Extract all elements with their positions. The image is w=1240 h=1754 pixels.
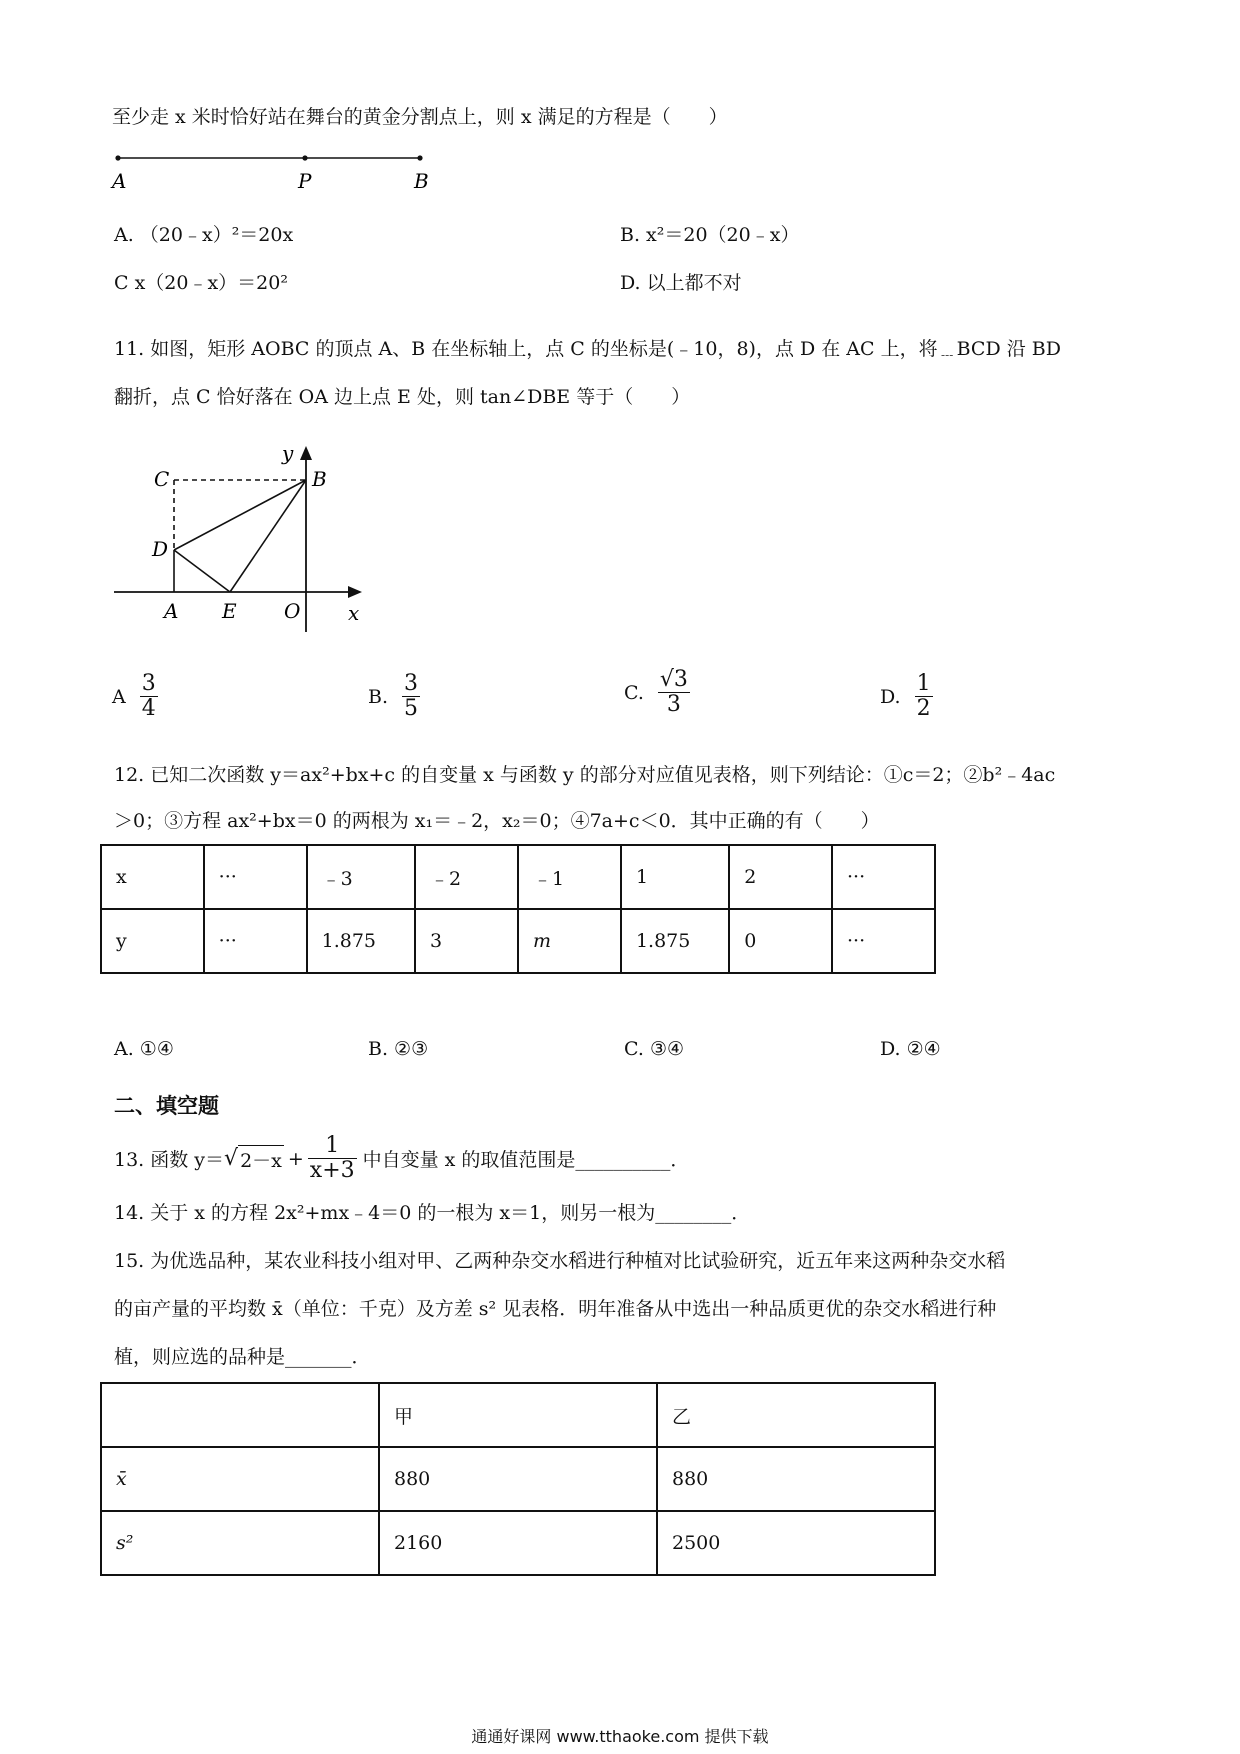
table-cell: 1 [621,845,729,909]
q15-line3: 植，则应选的品种是_______． [114,1346,371,1368]
x-axis-arrow [348,586,362,598]
table-cell: 2500 [657,1511,935,1575]
q11-stem-line1: 11. 如图，矩形 AOBC 的顶点 A、B 在坐标轴上，点 C 的坐标是(﹣10，8)，点 D 在 AC 上，将﹍BCD 沿 BD [114,338,1061,360]
fraction-denominator: 2 [916,696,931,721]
q11-option-c-fraction [658,668,690,717]
q13-line [114,1134,689,1183]
table-cell: ﹣3 [307,845,415,909]
table-cell: ﹣2 [415,845,518,909]
table-row [101,1511,935,1575]
fraction-denominator: 3 [666,692,681,717]
q15-line1: 15. 为优选品种，某农业科技小组对甲、乙两种杂交水稻进行种植对比试验研究，近五年来这两种杂交水稻 [114,1250,1006,1272]
table-cell: 甲 [379,1383,657,1447]
label-c: C [154,467,170,491]
segment-eb [230,480,306,592]
label-y: y [282,441,294,465]
q12-value-table [100,844,936,974]
table-cell: 乙 [657,1383,935,1447]
fraction-denominator: x+3 [309,1158,355,1183]
table-cell: y [101,909,204,973]
table-cell: ··· [832,909,935,973]
q11-option-a [112,672,158,721]
table-row [101,845,935,909]
label-b: B [312,467,327,491]
segment-apb-figure [108,148,438,192]
label-e: E [222,599,237,623]
q11-option-b [368,672,420,721]
q12-option-c: C. ③④ [624,1038,685,1060]
segment-db [174,480,306,550]
q12-stem-line1: 12. 已知二次函数 y＝ax²+bx+c 的自变量 x 与函数 y 的部分对应值见表格，则下列结论：①c＝2；②b²﹣4ac [114,764,1056,786]
q13-fraction [308,1134,357,1183]
q10-option-b: B. x²＝20（20﹣x） [620,224,800,246]
section-heading-fill-in: 二、填空题 [114,1094,219,1118]
q13-plus: + [287,1147,304,1170]
table-cell: x [101,845,204,909]
q11-option-c-letter: C. [624,681,644,704]
q15-line2: 的亩产量的平均数 x̄（单位：千克）及方差 s² 见表格．明年准备从中选出一种品质更优的杂交水稻进行种 [114,1298,997,1320]
q11-option-b-letter: B. [368,685,389,708]
table-cell: ··· [204,845,307,909]
table-cell: 2160 [379,1511,657,1575]
table-cell: 0 [729,909,832,973]
q11-option-d-fraction [915,672,933,721]
q12-option-a: A. ①④ [114,1038,174,1060]
point-p [302,155,307,160]
fraction-numerator: 1 [325,1133,340,1158]
table-row [101,1447,935,1511]
q10-option-d: D. 以上都不对 [620,272,742,294]
q11-option-a-letter: A [112,685,126,708]
q11-option-c [624,668,690,717]
y-axis-arrow [300,446,312,460]
fraction-numerator: √3 [659,667,688,692]
q13-suffix: 中自变量 x 的取值范围是__________． [362,1149,690,1171]
table-row [101,909,935,973]
table-cell: m [518,909,621,973]
table-cell: s² [101,1511,379,1575]
label-x: x [348,601,360,625]
q12-stem-line2: ＞0；③方程 ax²+bx＝0 的两根为 x₁＝﹣2，x₂＝0；④7a+c＜0．其中正确的有（ ） [114,810,880,832]
q11-stem-line2: 翻折，点 C 恰好落在 OA 边上点 E 处，则 tan∠DBE 等于（ ） [114,386,691,408]
table-cell: 1.875 [307,909,415,973]
table-cell [101,1383,379,1447]
sqrt-symbol: √ [224,1146,239,1171]
label-d: D [152,537,169,561]
fraction-denominator: 5 [404,696,419,721]
page-footer: 通通好课网 www.tthaoke.com 提供下载 [471,1727,769,1746]
fraction-numerator: 3 [404,671,419,696]
label-a: A [164,599,179,623]
table-cell: 880 [657,1447,935,1511]
q10-option-a: A. （20﹣x）²＝20x [114,224,294,246]
table-cell: x̄ [101,1447,379,1511]
fraction-numerator: 1 [916,671,931,696]
q11-option-d-letter: D. [880,685,901,708]
q11-coordinate-figure [110,436,380,636]
table-cell: 2 [729,845,832,909]
q13-radicand: 2－x [238,1145,284,1173]
q11-option-d [880,672,933,721]
q10-stem-tail: 至少走 x 米时恰好站在舞台的黄金分割点上，则 x 满足的方程是（ ） [112,106,728,128]
table-cell: ··· [832,845,935,909]
q15-yield-table [100,1382,936,1576]
table-cell: ··· [204,909,307,973]
q12-option-d: D. ②④ [880,1038,941,1060]
segment-de [174,550,230,592]
fraction-denominator: 4 [141,696,156,721]
q11-option-b-fraction [402,672,420,721]
table-cell: 880 [379,1447,657,1511]
label-b: B [414,169,429,192]
q10-option-c: C x（20﹣x）＝20² [114,272,288,294]
fraction-numerator: 3 [141,671,156,696]
label-a: A [112,169,127,192]
q12-option-b: B. ②③ [368,1038,429,1060]
table-cell: ﹣1 [518,845,621,909]
q13-prefix: 13. 函数 y＝ [114,1149,225,1171]
point-b [417,155,422,160]
table-cell: 3 [415,909,518,973]
label-o: O [284,599,301,623]
point-a [115,155,120,160]
label-p: P [298,169,312,192]
q14-text: 14. 关于 x 的方程 2x²+mx﹣4＝0 的一根为 x＝1，则另一根为________． [114,1202,751,1224]
q11-option-a-fraction [140,672,158,721]
table-row [101,1383,935,1447]
table-cell: 1.875 [621,909,729,973]
